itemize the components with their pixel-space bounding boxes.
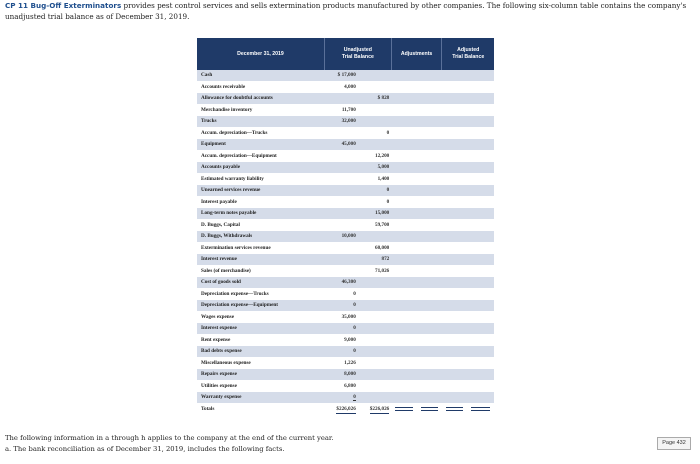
problem-intro <box>5 1 695 22</box>
adjusted-credit <box>467 288 494 300</box>
adjusted-credit <box>467 70 494 81</box>
adjustment-debit <box>391 127 417 139</box>
adjusted-debit <box>442 104 467 116</box>
unadjusted-debit: 45,000 <box>324 139 357 151</box>
adjustment-debit <box>391 70 417 81</box>
unadjusted-debit <box>324 254 357 266</box>
adjusted-credit <box>467 380 494 392</box>
adjusted-credit-total-line <box>467 403 494 415</box>
unadjusted-debit <box>324 265 357 277</box>
account-name: Bad debts expense <box>197 346 324 358</box>
table-row <box>197 150 494 162</box>
adjustment-credit <box>417 265 442 277</box>
adjusted-debit-total-line <box>442 403 467 415</box>
adjustment-credit <box>417 254 442 266</box>
unadjusted-credit <box>358 81 391 93</box>
adjustment-credit <box>417 300 442 312</box>
adjusted-credit <box>467 139 494 151</box>
unadjusted-debit: 11,700 <box>324 104 357 116</box>
unadjusted-credit <box>358 116 391 128</box>
adjustment-credit <box>417 346 442 358</box>
footer-line-2: a. The bank reconciliation as of December 31, 2019, includes the following facts. <box>5 444 285 453</box>
table-row <box>197 334 494 346</box>
page-number-badge: Page 432 <box>657 437 691 450</box>
unadjusted-debit <box>324 185 357 197</box>
adjustment-debit <box>391 93 417 105</box>
unadjusted-debit: $ 17,000 <box>324 70 357 81</box>
account-name: Cost of goods sold <box>197 277 324 289</box>
unadjusted-credit: 0 <box>358 185 391 197</box>
adjusted-debit <box>442 334 467 346</box>
unadjusted-debit: 32,000 <box>324 116 357 128</box>
adjustment-credit <box>417 380 442 392</box>
adjustment-debit <box>391 334 417 346</box>
adjusted-credit <box>467 369 494 381</box>
adjustment-credit <box>417 162 442 174</box>
adjustment-credit <box>417 139 442 151</box>
account-name: Cash <box>197 70 324 81</box>
adjusted-debit <box>442 196 467 208</box>
adjustment-debit <box>391 81 417 93</box>
table-row <box>197 162 494 174</box>
unadjusted-credit: 872 <box>358 254 391 266</box>
table-row <box>197 196 494 208</box>
adjusted-credit <box>467 392 494 404</box>
account-name: Accounts payable <box>197 162 324 174</box>
unadjusted-credit: 59,700 <box>358 219 391 231</box>
unadjusted-debit <box>324 162 357 174</box>
table-row <box>197 380 494 392</box>
unadjusted-debit: 9,000 <box>324 334 357 346</box>
unadjusted-debit <box>324 150 357 162</box>
unadjusted-credit <box>358 104 391 116</box>
unadjusted-debit <box>324 93 357 105</box>
account-name: Trucks <box>197 116 324 128</box>
account-name: Wages expense <box>197 311 324 323</box>
unadjusted-credit <box>358 311 391 323</box>
adjusted-credit <box>467 346 494 358</box>
table-row <box>197 311 494 323</box>
table-row <box>197 81 494 93</box>
adjusted-debit <box>442 380 467 392</box>
adjustment-credit-total-line <box>417 403 442 415</box>
adjusted-credit <box>467 196 494 208</box>
table-row <box>197 265 494 277</box>
account-name: Extermination services revenue <box>197 242 324 254</box>
table-row <box>197 242 494 254</box>
adjusted-credit <box>467 127 494 139</box>
adjustment-debit <box>391 300 417 312</box>
unadjusted-credit <box>358 392 391 404</box>
adjusted-debit <box>442 173 467 185</box>
header-adjusted-trial-balance: Adjusted Trial Balance <box>442 38 494 70</box>
account-name: Rent expense <box>197 334 324 346</box>
unadjusted-credit: 0 <box>358 196 391 208</box>
adjusted-credit <box>467 93 494 105</box>
account-name: Estimated warranty liability <box>197 173 324 185</box>
totals-debit: $226,026 <box>324 403 357 415</box>
adjustment-debit <box>391 116 417 128</box>
adjusted-debit <box>442 369 467 381</box>
table-row <box>197 323 494 335</box>
table-row <box>197 392 494 404</box>
table-row <box>197 93 494 105</box>
adjustment-debit <box>391 265 417 277</box>
footer-line-1: The following information in a through h applies to the company at the end of the current year. <box>5 434 334 442</box>
adjusted-debit <box>442 323 467 335</box>
problem-title: CP 11 Bug-Off Exterminators <box>5 1 122 10</box>
table-row <box>197 300 494 312</box>
adjustment-debit <box>391 242 417 254</box>
unadjusted-debit <box>324 219 357 231</box>
adjustment-debit <box>391 254 417 266</box>
table-row <box>197 208 494 220</box>
unadjusted-debit <box>324 127 357 139</box>
adjustment-debit <box>391 231 417 243</box>
account-name: Accum. depreciation—Trucks <box>197 127 324 139</box>
adjusted-debit <box>442 162 467 174</box>
account-name: Accounts receivable <box>197 81 324 93</box>
table-row <box>197 127 494 139</box>
adjustment-credit <box>417 369 442 381</box>
adjustment-credit <box>417 150 442 162</box>
account-name: Merchandise inventory <box>197 104 324 116</box>
unadjusted-debit: 6,800 <box>324 380 357 392</box>
account-name: D. Buggs, Capital <box>197 219 324 231</box>
unadjusted-credit <box>358 300 391 312</box>
unadjusted-debit <box>324 173 357 185</box>
account-name: Miscellaneous expense <box>197 357 324 369</box>
totals-label: Totals <box>197 403 324 415</box>
table-row <box>197 70 494 81</box>
problem-description: provides pest control services and sells extermination products manufactured by other companies. The following six-column table contains the company's unadjusted trial balance as of December 31, 2019. <box>5 1 687 21</box>
adjustment-debit <box>391 139 417 151</box>
trial-balance-table <box>197 38 494 415</box>
totals-row <box>197 403 494 415</box>
adjusted-credit <box>467 357 494 369</box>
adjustment-credit <box>417 185 442 197</box>
adjusted-debit <box>442 254 467 266</box>
adjusted-credit <box>467 116 494 128</box>
adjusted-credit <box>467 81 494 93</box>
adjustment-debit <box>391 104 417 116</box>
adjusted-debit <box>442 150 467 162</box>
adjustment-debit <box>391 219 417 231</box>
table-row <box>197 219 494 231</box>
account-name: Allowance for doubtful accounts <box>197 93 324 105</box>
adjustment-debit <box>391 185 417 197</box>
table-header-row <box>197 38 494 70</box>
adjustment-debit <box>391 208 417 220</box>
adjusted-debit <box>442 116 467 128</box>
table-row <box>197 139 494 151</box>
account-name: Utilities expense <box>197 380 324 392</box>
adjusted-debit <box>442 127 467 139</box>
header-date: December 31, 2019 <box>197 38 324 70</box>
adjusted-debit <box>442 231 467 243</box>
adjusted-debit <box>442 265 467 277</box>
unadjusted-debit: 35,000 <box>324 311 357 323</box>
adjustment-debit <box>391 369 417 381</box>
account-name: Interest expense <box>197 323 324 335</box>
table-row <box>197 254 494 266</box>
unadjusted-debit <box>324 242 357 254</box>
unadjusted-credit: 15,000 <box>358 208 391 220</box>
unadjusted-credit: 60,000 <box>358 242 391 254</box>
account-name: Long-term notes payable <box>197 208 324 220</box>
table-row <box>197 346 494 358</box>
footer-text <box>5 433 605 454</box>
adjustment-credit <box>417 208 442 220</box>
adjusted-credit <box>467 334 494 346</box>
unadjusted-credit: 5,000 <box>358 162 391 174</box>
unadjusted-credit: 12,200 <box>358 150 391 162</box>
adjustment-credit <box>417 196 442 208</box>
unadjusted-credit <box>358 323 391 335</box>
table-row <box>197 231 494 243</box>
adjusted-credit <box>467 254 494 266</box>
adjusted-credit <box>467 173 494 185</box>
adjustment-debit <box>391 196 417 208</box>
trial-balance-body <box>197 70 494 415</box>
adjustment-credit <box>417 311 442 323</box>
table-row <box>197 277 494 289</box>
unadjusted-debit <box>324 208 357 220</box>
unadjusted-debit: 8,000 <box>324 369 357 381</box>
adjusted-debit <box>442 208 467 220</box>
unadjusted-debit: 0 <box>324 323 357 335</box>
account-name: Accum. depreciation—Equipment <box>197 150 324 162</box>
adjusted-credit <box>467 185 494 197</box>
unadjusted-credit <box>358 380 391 392</box>
adjusted-debit <box>442 288 467 300</box>
adjusted-debit <box>442 357 467 369</box>
adjusted-credit <box>467 311 494 323</box>
adjusted-credit <box>467 323 494 335</box>
adjusted-debit <box>442 300 467 312</box>
adjusted-debit <box>442 311 467 323</box>
unadjusted-credit: 1,400 <box>358 173 391 185</box>
adjusted-credit <box>467 150 494 162</box>
adjustment-debit-total-line <box>391 403 417 415</box>
adjusted-credit <box>467 162 494 174</box>
adjustment-debit <box>391 311 417 323</box>
account-name: Depreciation expense—Trucks <box>197 288 324 300</box>
adjustment-credit <box>417 127 442 139</box>
account-name: D. Buggs, Withdrawals <box>197 231 324 243</box>
adjusted-debit <box>442 392 467 404</box>
adjusted-debit <box>442 346 467 358</box>
adjustment-credit <box>417 277 442 289</box>
unadjusted-credit: 0 <box>358 127 391 139</box>
unadjusted-credit <box>358 231 391 243</box>
unadjusted-credit <box>358 288 391 300</box>
adjustment-debit <box>391 346 417 358</box>
adjusted-debit <box>442 70 467 81</box>
adjustment-credit <box>417 81 442 93</box>
adjusted-credit <box>467 265 494 277</box>
adjustment-debit <box>391 323 417 335</box>
adjusted-debit <box>442 139 467 151</box>
table-row <box>197 369 494 381</box>
account-name: Interest revenue <box>197 254 324 266</box>
unadjusted-credit: 71,026 <box>358 265 391 277</box>
adjusted-debit <box>442 185 467 197</box>
adjusted-credit <box>467 208 494 220</box>
unadjusted-debit: 46,300 <box>324 277 357 289</box>
unadjusted-debit: 4,000 <box>324 81 357 93</box>
adjusted-debit <box>442 242 467 254</box>
unadjusted-debit: 0 <box>324 300 357 312</box>
adjustment-credit <box>417 288 442 300</box>
account-name: Equipment <box>197 139 324 151</box>
adjusted-credit <box>467 242 494 254</box>
adjustment-credit <box>417 173 442 185</box>
table-row <box>197 116 494 128</box>
adjusted-debit <box>442 277 467 289</box>
adjustment-credit <box>417 219 442 231</box>
adjustment-credit <box>417 334 442 346</box>
adjustment-credit <box>417 231 442 243</box>
account-name: Warranty expense <box>197 392 324 404</box>
unadjusted-debit: 0 <box>324 288 357 300</box>
unadjusted-debit: 10,000 <box>324 231 357 243</box>
adjusted-credit <box>467 219 494 231</box>
adjustment-debit <box>391 392 417 404</box>
table-row <box>197 173 494 185</box>
adjustment-debit <box>391 150 417 162</box>
adjusted-debit <box>442 219 467 231</box>
adjustment-credit <box>417 357 442 369</box>
adjustment-credit <box>417 93 442 105</box>
header-adjustments: Adjustments <box>391 38 442 70</box>
unadjusted-credit: $ 828 <box>358 93 391 105</box>
table-row <box>197 288 494 300</box>
table-row <box>197 185 494 197</box>
adjustment-credit <box>417 116 442 128</box>
unadjusted-credit <box>358 277 391 289</box>
adjustment-credit <box>417 70 442 81</box>
adjustment-credit <box>417 323 442 335</box>
unadjusted-debit: 1,226 <box>324 357 357 369</box>
unadjusted-debit <box>324 196 357 208</box>
header-unadjusted-trial-balance: Unadjusted Trial Balance <box>324 38 391 70</box>
unadjusted-credit <box>358 346 391 358</box>
adjustment-debit <box>391 277 417 289</box>
adjusted-debit <box>442 93 467 105</box>
adjustment-credit <box>417 242 442 254</box>
unadjusted-credit <box>358 139 391 151</box>
table-row <box>197 104 494 116</box>
account-name: Repairs expense <box>197 369 324 381</box>
unadjusted-debit: 0 <box>324 346 357 358</box>
unadjusted-credit <box>358 70 391 81</box>
unadjusted-debit: 0 <box>324 392 357 404</box>
unadjusted-credit <box>358 369 391 381</box>
adjustment-debit <box>391 357 417 369</box>
table-row <box>197 357 494 369</box>
adjusted-credit <box>467 277 494 289</box>
account-name: Unearned services revenue <box>197 185 324 197</box>
account-name: Interest payable <box>197 196 324 208</box>
adjustment-debit <box>391 288 417 300</box>
adjusted-credit <box>467 104 494 116</box>
adjusted-debit <box>442 81 467 93</box>
account-name: Depreciation expense—Equipment <box>197 300 324 312</box>
unadjusted-credit <box>358 357 391 369</box>
unadjusted-credit <box>358 334 391 346</box>
adjustment-debit <box>391 380 417 392</box>
totals-credit: $226,026 <box>358 403 391 415</box>
account-name: Sales (of merchandise) <box>197 265 324 277</box>
adjustment-credit <box>417 392 442 404</box>
adjusted-credit <box>467 231 494 243</box>
adjustment-debit <box>391 173 417 185</box>
adjusted-credit <box>467 300 494 312</box>
adjustment-credit <box>417 104 442 116</box>
adjustment-debit <box>391 162 417 174</box>
